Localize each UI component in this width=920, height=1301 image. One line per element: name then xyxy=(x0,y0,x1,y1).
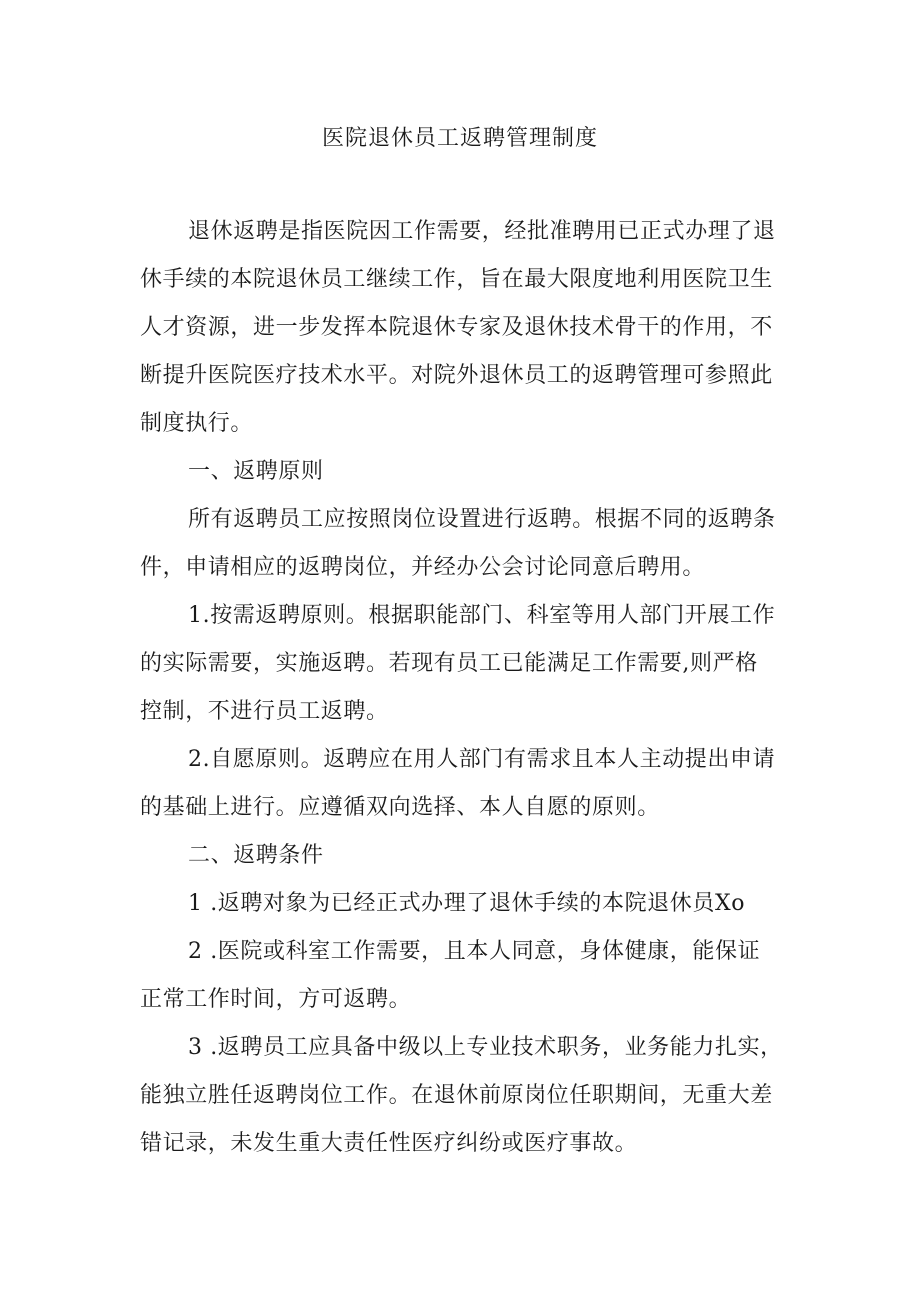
paragraph-line: 休手续的本院退休员工继续工作，旨在最大限度地利用医院卫生 xyxy=(140,267,773,292)
paragraph-line: 控制，不进行员工返聘。 xyxy=(140,699,389,724)
paragraph-line: 正常工作时间，方可返聘。 xyxy=(140,987,412,1012)
paragraph-line: 制度执行。 xyxy=(140,411,254,436)
paragraph-line: 1 .返聘对象为已经正式办理了退休手续的本院退休员Xo xyxy=(188,891,746,916)
paragraph-line: 1.按需返聘原则。根据职能部门、科室等用人部门开展工作 xyxy=(188,603,776,628)
paragraph-line: 2.自愿原则。返聘应在用人部门有需求且本人主动提出申请 xyxy=(188,747,776,772)
paragraph-line: 所有返聘员工应按照岗位设置进行返聘。根据不同的返聘条 xyxy=(188,507,776,532)
document-title: 医院退休员工返聘管理制度 xyxy=(321,126,598,151)
paragraph-line: 能独立胜任返聘岗位工作。在退休前原岗位任职期间，无重大差 xyxy=(140,1083,773,1108)
section-heading-2: 二、返聘条件 xyxy=(188,843,324,868)
paragraph-line: 错记录，未发生重大责任性医疗纠纷或医疗事故。 xyxy=(140,1131,638,1156)
paragraph-line: 件，申请相应的返聘岗位，并经办公会讨论同意后聘用。 xyxy=(140,555,706,580)
section-heading-1: 一、返聘原则 xyxy=(188,459,324,484)
paragraph-line: 人才资源，进一步发挥本院退休专家及退休技术骨干的作用，不 xyxy=(140,315,773,340)
paragraph-line: 的实际需要，实施返聘。若现有员工已能满足工作需要,则严格 xyxy=(140,651,758,676)
paragraph-line: 的基础上进行。应遵循双向选择、本人自愿的原则。 xyxy=(140,795,660,820)
paragraph-line: 退休返聘是指医院因工作需要，经批准聘用已正式办理了退 xyxy=(188,219,776,244)
paragraph-line: 2 .医院或科室工作需要，且本人同意，身体健康，能保证 xyxy=(188,939,761,964)
paragraph-line: 断提升医院医疗技术水平。对院外退休员工的返聘管理可参照此 xyxy=(140,363,773,388)
paragraph-line: 3 .返聘员工应具备中级以上专业技术职务，业务能力扎实， xyxy=(188,1035,783,1060)
